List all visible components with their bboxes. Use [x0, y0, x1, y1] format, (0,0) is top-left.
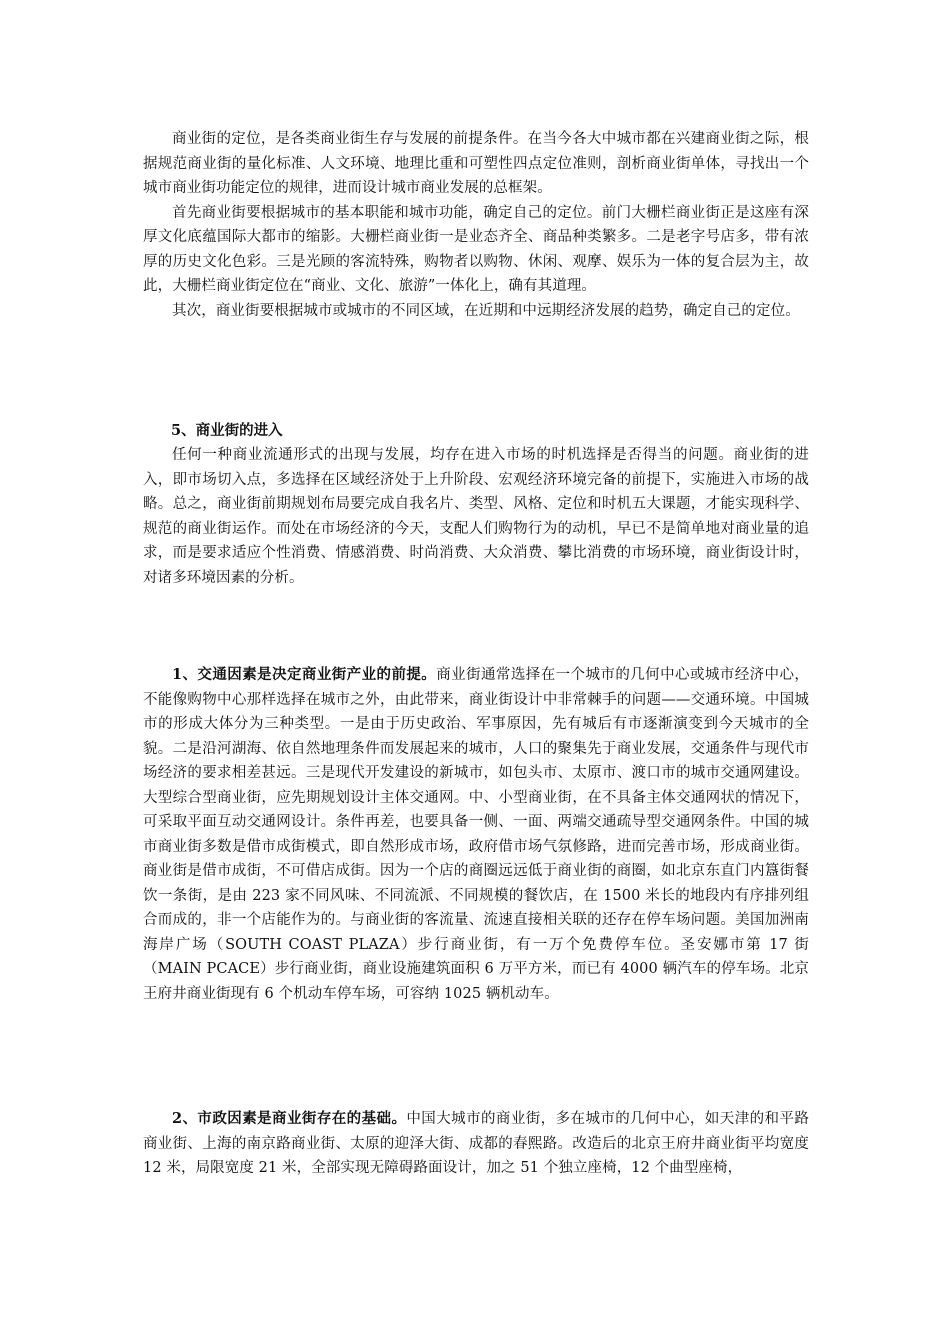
municipal-paragraph [143, 1107, 809, 1181]
municipal-body: 中国大城市的商业街，多在城市的几何中心，如天津的和平路商业街、上海的南京路商业街、太原的迎泽大街、成都的春熙路。改造后的北京王府井商业街平均宽度 12 米，局限宽度 21 米，全部实现无障碍路面设计，加之 51 个独立座椅，12 个曲型座椅， [143, 1111, 809, 1176]
municipal-section [143, 1107, 809, 1181]
traffic-section [143, 663, 809, 1006]
positioning-section [143, 127, 809, 323]
entry-paragraph: 任何一种商业流通形式的出现与发展，均存在进入市场的时机选择是否得当的问题。商业街的进入，即市场切入点，多选择在区域经济处于上升阶段、宏观经济环境完备的前提下，实施进入市场的战略。总之，商业街前期规划布局要完成自我名片、类型、风格、定位和时机五大课题，才能实现科学、规范的商业街运作。而处在市场经济的今天，支配人们购物行为的动机，早已不是简单地对商业量的追求，而是要求适应个性消费、情感消费、时尚消费、大众消费、攀比消费的市场环境，商业街设计时，对诸多环境因素的分析。 [143, 447, 809, 586]
traffic-lead: 1、交通因素是决定商业街产业的前提。 [172, 666, 437, 683]
traffic-body: 商业街通常选择在一个城市的几何中心或城市经济中心，不能像购物中心那样选择在城市之外，由此带来，商业街设计中非常棘手的问题——交通环境。中国城市的形成大体分为三种类型。一是由于历史政治、军事原因，先有城后有市逐渐演变到今天城市的全貌。二是沿河湖海、依自然地理条件而发展起来的城市，人口的聚集先于商业发展，交通条件与现代市场经济的要求相差甚远。三是现代开发建设的新城市，如包头市、太原市、渡口市的城市交通网建设。大型综合型商业街，应先期规划设计主体交通网。中、小型商业街，在不具备主体交通网状的情况下，可采取平面互动交通网设计。条件再差，也要具备一侧、一面、两端交通疏导型交通网条件。中国的城市商业街多数是借市成街模式，即自然形成市场，政府借市场气氛修路，进而完善市场，形成商业街。商业街是借市成街，不可借店成街。因为一个店的商圈远远低于商业街的商圈，如北京东直门内簋街餐饮一条街，是由 223 家不同风味、不同流派、不同规模的餐饮店，在 1500 米长的地段内有序排列组合而成的，非一个店能作为的。与商业街的客流量、流速直接相关联的还存在停车场问题。美国加洲南海岸广场（SOUTH COAST PLAZA）步行商业街，有一万个免费停车位。圣安娜市第 17 街（MAIN PCACE）步行商业街，商业设施建筑面积 6 万平方米，而已有 4000 辆汽车的停车场。北京王府井商业街现有 6 个机动车停车场，可容纳 1025 辆机动车。 [143, 667, 810, 1002]
traffic-paragraph [143, 663, 809, 1006]
entry-heading: 5、商业街的进入 [171, 422, 283, 439]
municipal-lead: 2、市政因素是商业街存在的基础。 [172, 1110, 407, 1127]
positioning-paragraph-3: 其次，商业街要根据城市或城市的不同区域，在近期和中远期经济发展的趋势，确定自己的定位。 [172, 302, 800, 319]
positioning-paragraph-2: 首先商业街要根据城市的基本职能和城市功能，确定自己的定位。前门大栅栏商业街正是这座有深厚文化底蕴国际大都市的缩影。大栅栏商业街一是业态齐全、商品种类繁多。二是老字号店多，带有浓厚的历史文化色彩。三是光顾的客流特殊，购物者以购物、休闲、观摩、娱乐为一体的复合层为主，故此，大栅栏商业街定位在“商业、文化、旅游”一体化上，确有其道理。 [143, 204, 809, 294]
positioning-paragraph-1: 商业街的定位，是各类商业街生存与发展的前提条件。在当今各大中城市都在兴建商业街之际，根据规范商业街的量化标准、人文环境、地理比重和可塑性四点定位准则，剖析商业街单体，寻找出一个城市商业街功能定位的规律，进而设计城市商业发展的总框架。 [143, 131, 809, 196]
entry-section [143, 443, 809, 590]
